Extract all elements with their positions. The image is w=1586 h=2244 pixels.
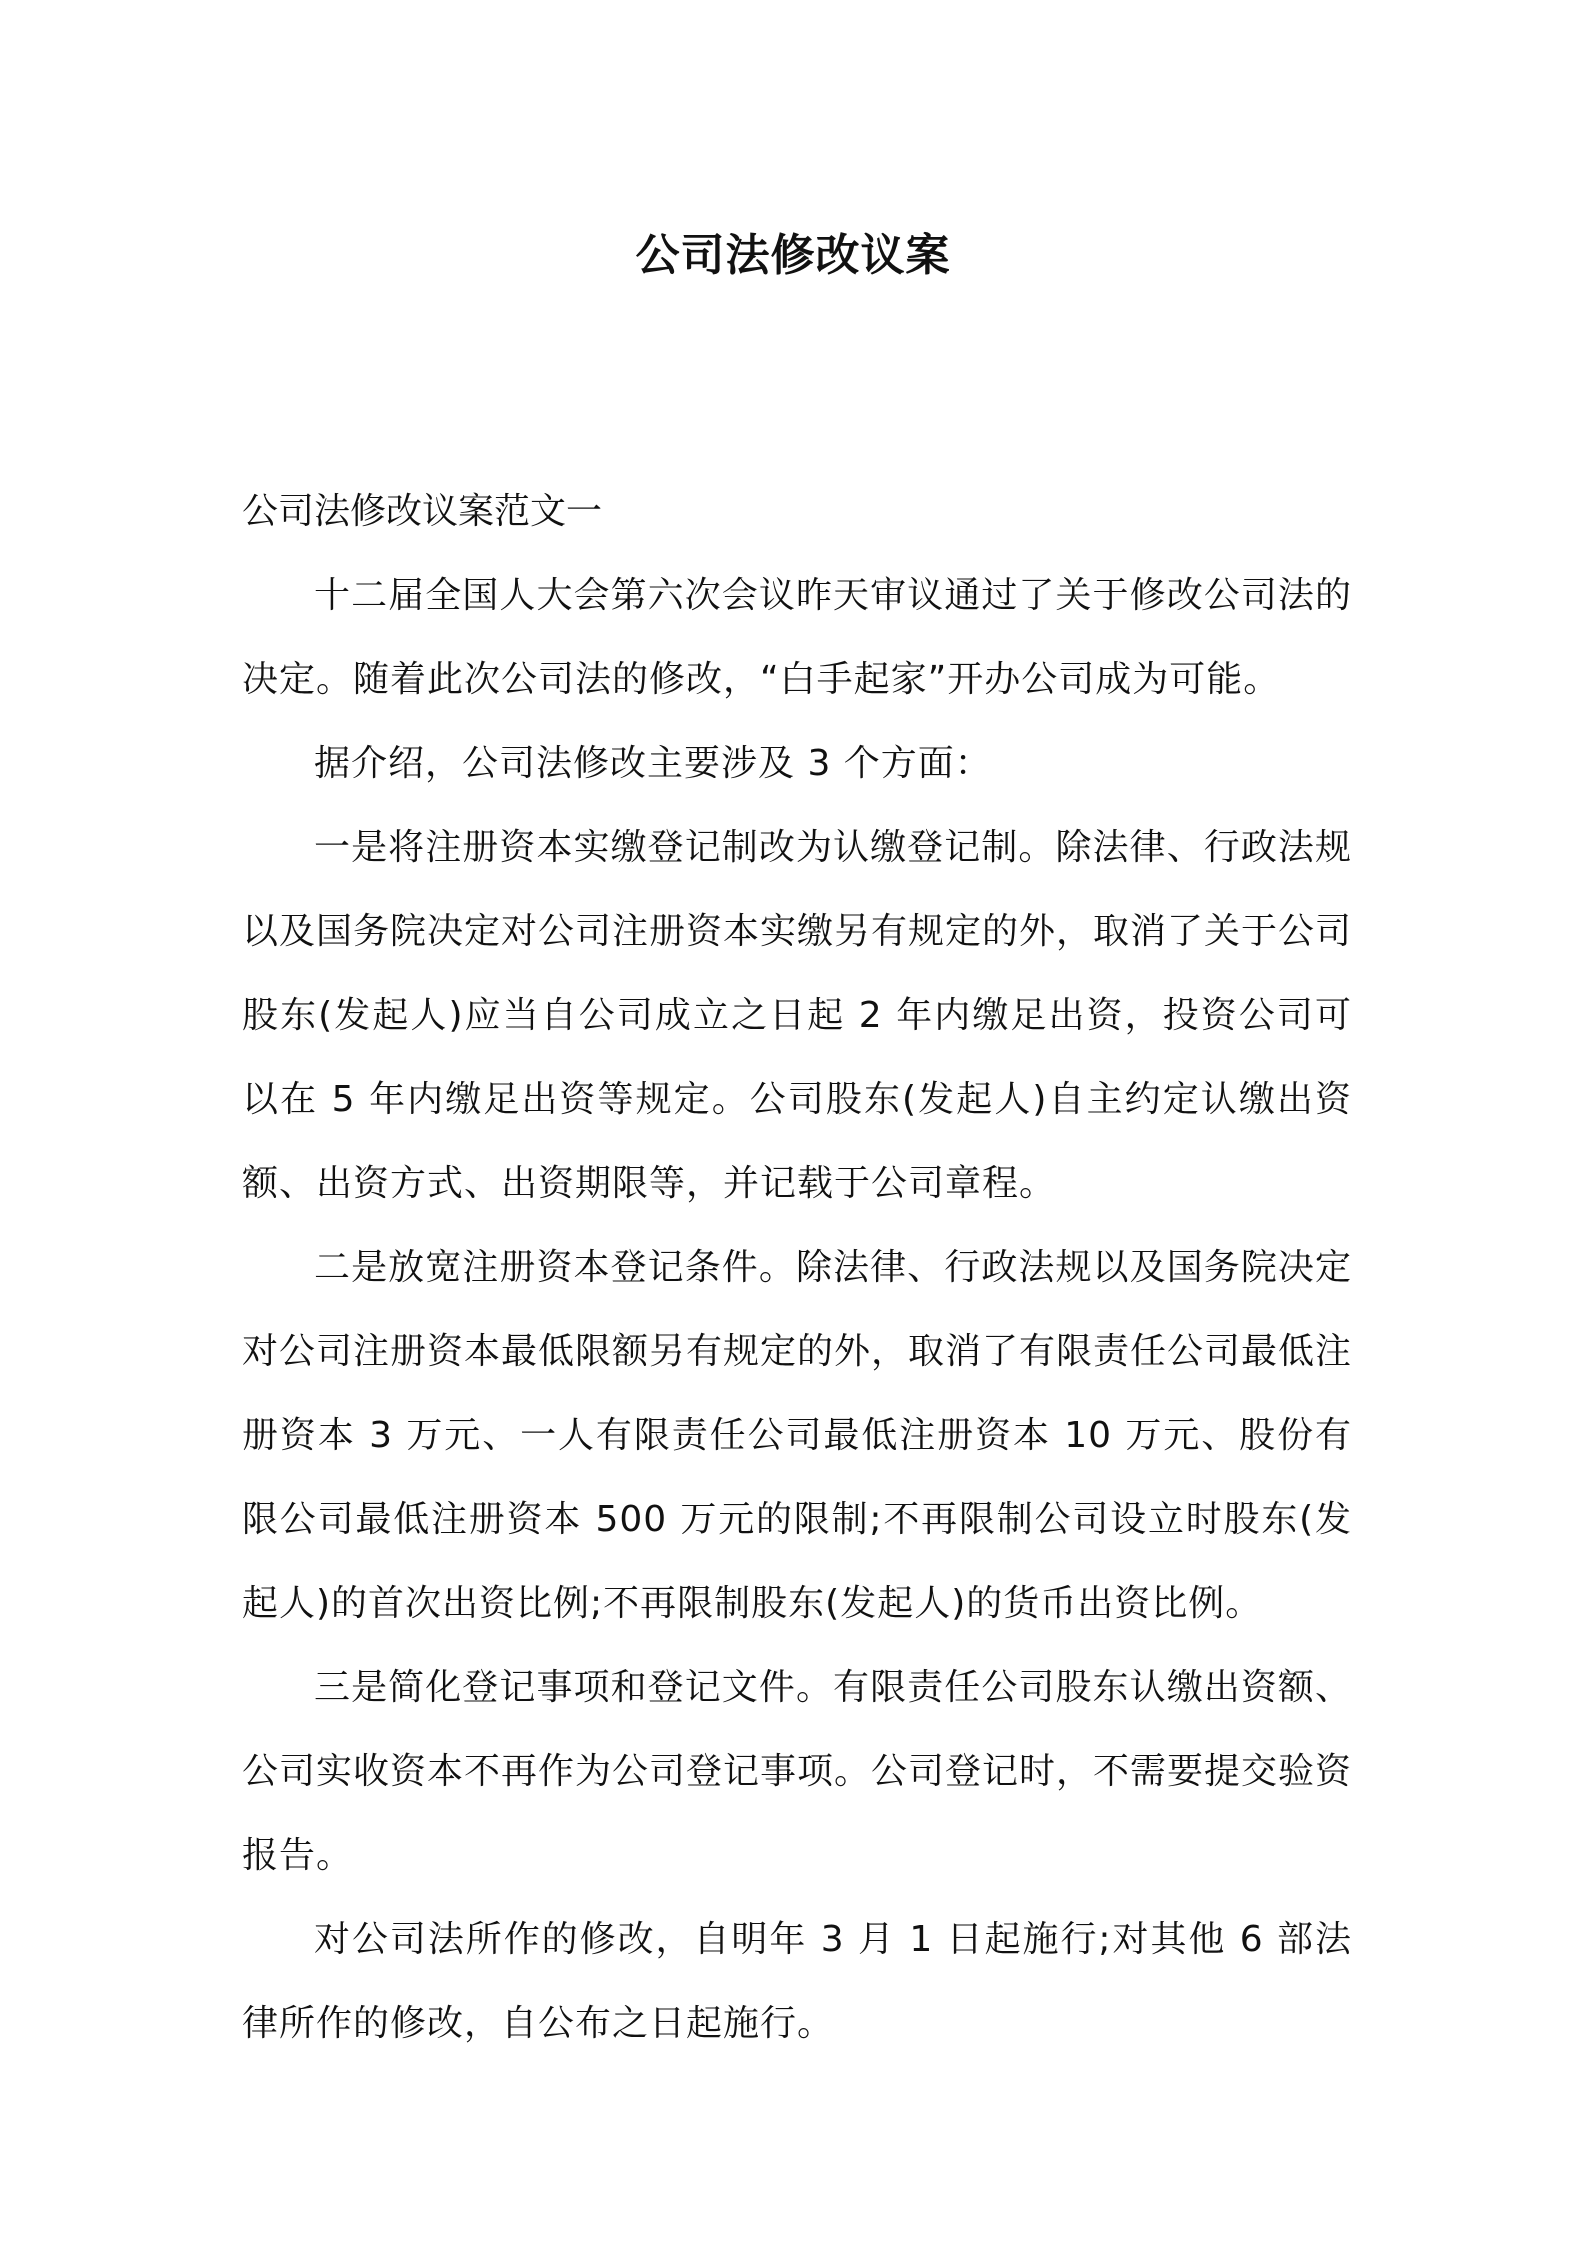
paragraph-2: 据介绍，公司法修改主要涉及 3 个方面：	[314, 743, 992, 784]
paragraph-3: 一是将注册资本实缴登记制改为认缴登记制。除法律、行政法规以及国务院决定对公司注册资本实缴另有规定的外，取消了关于公司股东(发起人)应当自公司成立之日起 2 年内缴足出资，投资公司可以在 5 年内缴足出资等规定。公司股东(发起人)自主约定认缴出资额、出资方式、出资期限等，并记载于公司章程。	[242, 827, 1353, 1204]
paragraph-1: 十二届全国人大会第六次会议昨天审议通过了关于修改公司法的决定。随着此次公司法的修改，“白手起家”开办公司成为可能。	[242, 575, 1352, 700]
paragraph-5: 三是简化登记事项和登记文件。有限责任公司股东认缴出资额、公司实收资本不再作为公司登记事项。公司登记时，不需要提交验资报告。	[242, 1667, 1353, 1876]
document-title: 公司法修改议案	[635, 230, 951, 281]
document-subtitle: 公司法修改议案范文一	[242, 491, 603, 532]
paragraph-6: 对公司法所作的修改，自明年 3 月 1 日起施行;对其他 6 部法律所作的修改，自公布之日起施行。	[242, 1919, 1352, 2044]
paragraph-4: 二是放宽注册资本登记条件。除法律、行政法规以及国务院决定对公司注册资本最低限额另有规定的外，取消了有限责任公司最低注册资本 3 万元、一人有限责任公司最低注册资本 10 万元、股份有限公司最低注册资本 500 万元的限制;不再限制公司设立时股东(发起人)的首次出资比例;不再限制股东(发起人)的货币出资比例。	[242, 1247, 1353, 1624]
document-body	[242, 482, 1352, 2066]
